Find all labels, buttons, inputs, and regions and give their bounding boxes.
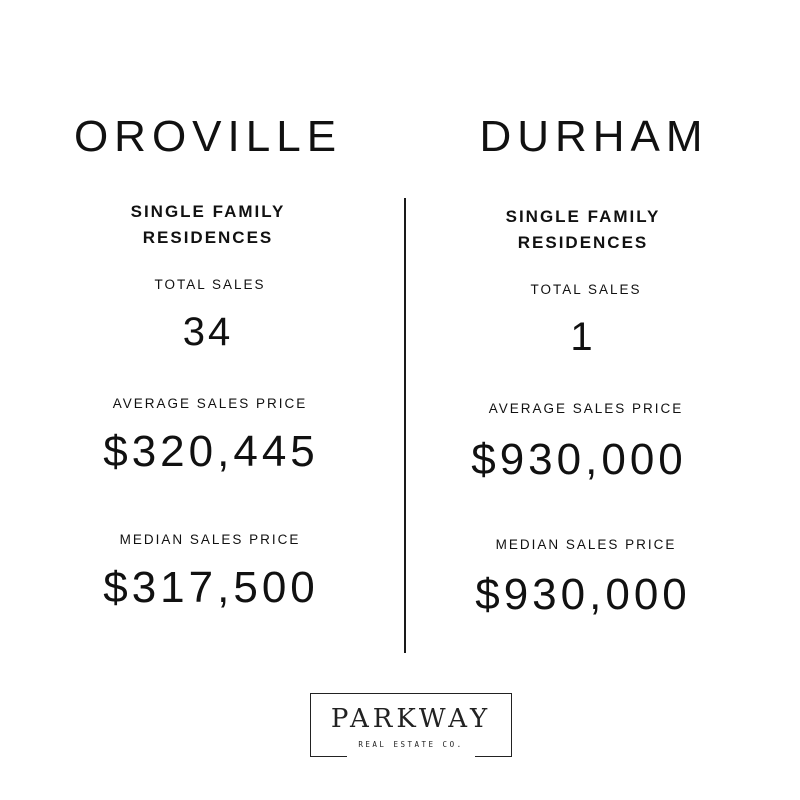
category-heading-oroville (131, 199, 286, 251)
category-line-1: SINGLE FAMILY (130, 202, 286, 221)
total-sales-value-durham: 1 (570, 315, 596, 359)
parkway-logo (310, 693, 512, 757)
logo-wordmark: PARKWAY (330, 704, 492, 734)
median-sales-price-value-oroville: $317,500 (103, 563, 319, 612)
average-sales-price-label-oroville: AVERAGE SALES PRICE (112, 396, 308, 411)
logo-tagline-text: REAL ESTATE CO. (352, 740, 469, 749)
column-divider (404, 198, 406, 653)
median-sales-price-value-durham: $930,000 (475, 570, 691, 619)
total-sales-label-oroville: TOTAL SALES (154, 277, 266, 292)
average-sales-price-label-durham: AVERAGE SALES PRICE (488, 401, 684, 416)
city-title-durham: DURHAM (479, 112, 709, 161)
category-line-2: RESIDENCES (517, 233, 649, 252)
logo-border-gap (347, 754, 475, 758)
category-line-1: SINGLE FAMILY (505, 207, 661, 226)
category-line-2: RESIDENCES (142, 228, 274, 247)
logo-tagline (311, 740, 511, 749)
total-sales-value-oroville: 34 (182, 310, 234, 354)
category-heading-durham (506, 204, 661, 256)
median-sales-price-label-oroville: MEDIAN SALES PRICE (119, 532, 301, 547)
city-title-oroville: OROVILLE (73, 112, 343, 161)
average-sales-price-value-oroville: $320,445 (103, 427, 319, 476)
total-sales-label-durham: TOTAL SALES (530, 282, 642, 297)
average-sales-price-value-durham: $930,000 (471, 435, 687, 484)
median-sales-price-label-durham: MEDIAN SALES PRICE (495, 537, 677, 552)
